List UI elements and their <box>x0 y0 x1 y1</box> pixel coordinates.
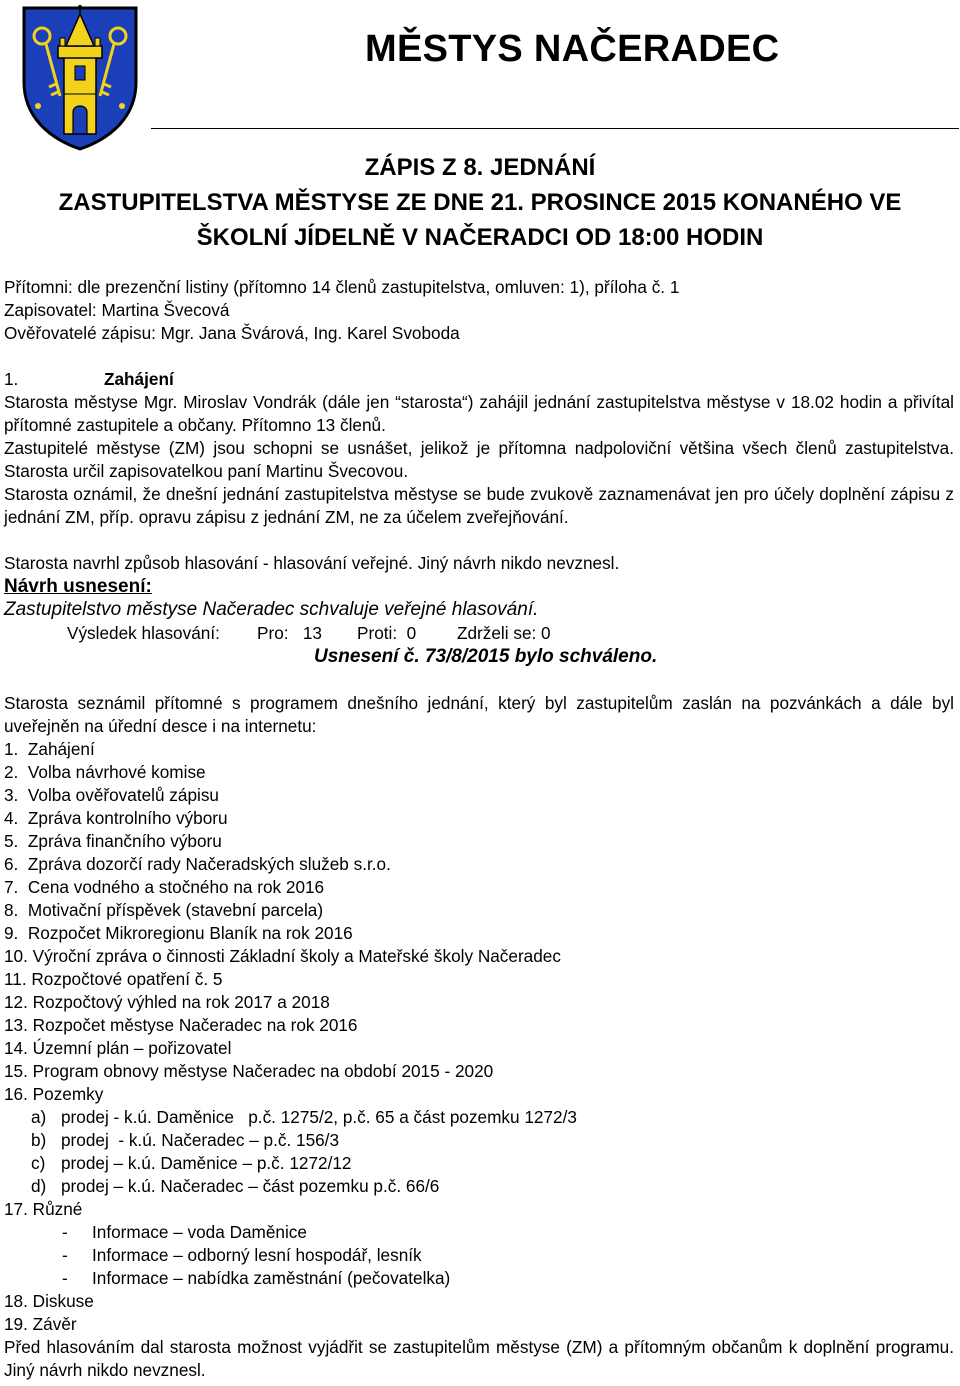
program-item: 9. Rozpočet Mikroregionu Blaník na rok 2016 <box>4 923 353 943</box>
program-list <box>4 738 954 1336</box>
section-number: 1. <box>4 369 19 389</box>
opening-paragraph: Starosta městyse Mgr. Miroslav Vondrák (dále jen “starosta“) zahájil jednání zastupitelstva městyse v 18.02 hodin a přivítal přítomné zastupitele a občany. Přítomno 13 členů. <box>4 392 954 435</box>
vote-against: Proti: 0 <box>357 623 417 643</box>
closing-paragraph: Před hlasováním dal starosta možnost vyjádřit se zastupitelům městyse (ZM) a přítomným občanům k doplnění programu. Jiný návrh nikdo nevznesl. <box>4 1337 954 1380</box>
subitem-marker: - <box>62 1268 68 1288</box>
program-item: 18. Diskuse <box>4 1291 94 1311</box>
subitem-text: Informace – voda Daměnice <box>92 1222 307 1242</box>
subitem-marker: - <box>62 1245 68 1265</box>
subitem-text: Informace – nabídka zaměstnání (pečovatelka) <box>92 1268 451 1288</box>
program-item: 8. Motivační příspěvek (stavební parcela) <box>4 900 324 920</box>
pozemky-subitem <box>31 1106 954 1129</box>
program-item: 12. Rozpočtový výhled na rok 2017 a 2018 <box>4 992 330 1012</box>
document-title-line: ZÁPIS Z 8. JEDNÁNÍ <box>364 154 596 181</box>
subitem-marker: d) <box>31 1176 47 1196</box>
header-divider <box>151 128 959 129</box>
document-title <box>0 150 960 255</box>
resolution-text: Zastupitelstvo městyse Načeradec schvaluje veřejné hlasování. <box>4 599 539 620</box>
program-item: 17. Různé <box>4 1199 83 1219</box>
verifiers-line: Ověřovatelé zápisu: Mgr. Jana Švárová, Ing. Karel Svoboda <box>4 323 460 343</box>
coat-of-arms-logo <box>20 4 140 152</box>
subitem-text: prodej – k.ú. Daměnice – p.č. 1272/12 <box>61 1153 352 1173</box>
vote-result <box>67 622 954 645</box>
program-item: 7. Cena vodného a stočného na rok 2016 <box>4 877 325 897</box>
town-title: MĚSTYS NAČERADEC <box>365 28 780 70</box>
program-item: 10. Výroční zpráva o činnosti Základní školy a Mateřské školy Načeradec <box>4 946 561 966</box>
program-item: 13. Rozpočet městyse Načeradec na rok 2016 <box>4 1015 358 1035</box>
ruzne-subitem <box>62 1244 954 1267</box>
section-heading <box>4 368 954 391</box>
pozemky-subitem <box>31 1129 954 1152</box>
vote-label: Výsledek hlasování: <box>67 623 220 643</box>
vote-abstain: Zdrželi se: 0 <box>457 623 551 643</box>
voting-method-paragraph: Starosta navrhl způsob hlasování - hlasování veřejné. Jiný návrh nikdo nevznesl. <box>4 553 620 573</box>
program-item: 11. Rozpočtové opatření č. 5 <box>4 969 223 989</box>
program-item: 2. Volba návrhové komise <box>4 762 206 782</box>
program-item: 6. Zpráva dozorčí rady Načeradských služeb s.r.o. <box>4 854 391 874</box>
attendance-line: Přítomni: dle prezenční listiny (přítomno 14 členů zastupitelstva, omluven: 1), příloha č. 1 <box>4 277 680 297</box>
resolution-approved: Usnesení č. 73/8/2015 bylo schváleno. <box>314 646 658 667</box>
subitem-text: Informace – odborný lesní hospodář, lesník <box>92 1245 422 1265</box>
program-item: 15. Program obnovy městyse Načeradec na období 2015 - 2020 <box>4 1061 494 1081</box>
subitem-marker: a) <box>31 1107 47 1127</box>
subitem-text: prodej – k.ú. Načeradec – část pozemku p.č. 66/6 <box>61 1176 440 1196</box>
recorder-line: Zapisovatel: Martina Švecová <box>4 300 230 320</box>
recording-paragraph: Starosta oznámil, že dnešní jednání zastupitelstva městyse se bude zvukově zaznamenávat jen pro účely doplnění zápisu z jednání ZM, příp. opravu zápisu z jednání ZM, ne za účelem zveřejňování. <box>4 484 954 527</box>
program-item: 14. Územní plán – pořizovatel <box>4 1038 232 1058</box>
subitem-marker: - <box>62 1222 68 1242</box>
vote-pro: Pro: 13 <box>257 623 322 643</box>
program-intro: Starosta seznámil přítomné s programem dnešního jednání, který byl zastupitelům zaslán na pozvánkách a dále byl uveřejněn na úřední desce i na internetu: <box>4 693 954 736</box>
resolution-label: Návrh usnesení: <box>4 576 152 597</box>
quorum-paragraph: Zastupitelé městyse (ZM) jsou schopni se usnášet, jelikož je přítomna nadpoloviční většina všech členů zastupitelstva. Starosta určil zapisovatelkou paní Martinu Švecovou. <box>4 438 954 481</box>
pozemky-subitem <box>31 1175 954 1198</box>
subitem-text: prodej - k.ú. Načeradec – p.č. 156/3 <box>61 1130 340 1150</box>
minutes-body <box>4 276 954 1382</box>
program-item: 4. Zpráva kontrolního výboru <box>4 808 228 828</box>
subitem-text: prodej - k.ú. Daměnice p.č. 1275/2, p.č. 65 a část pozemku 1272/3 <box>61 1107 577 1127</box>
ruzne-subitem <box>62 1221 954 1244</box>
program-item: 19. Závěr <box>4 1314 77 1334</box>
program-item: 16. Pozemky <box>4 1084 104 1104</box>
ruzne-subitem <box>62 1267 954 1290</box>
subitem-marker: b) <box>31 1130 47 1150</box>
program-item: 3. Volba ověřovatelů zápisu <box>4 785 219 805</box>
document-title-line: ZASTUPITELSTVA MĚSTYSE ZE DNE 21. PROSINCE 2015 KONANÉHO VE <box>58 189 902 216</box>
document-title-line: ŠKOLNÍ JÍDELNĚ V NAČERADCI OD 18:00 HODIN <box>196 224 764 251</box>
program-item: 1. Zahájení <box>4 739 95 759</box>
subitem-marker: c) <box>31 1153 46 1173</box>
program-item: 5. Zpráva finančního výboru <box>4 831 222 851</box>
pozemky-subitem <box>31 1152 954 1175</box>
section-title: Zahájení <box>104 369 174 389</box>
